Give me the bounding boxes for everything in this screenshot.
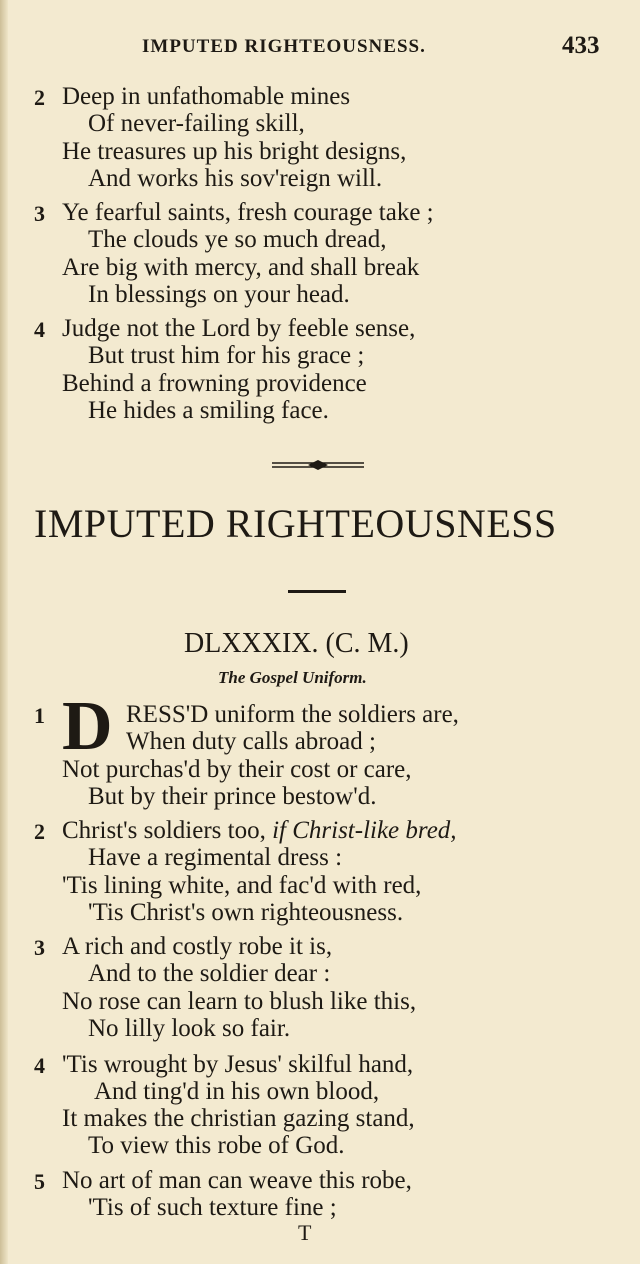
verse-line: Of never-failing skill,: [88, 110, 305, 137]
verse-line: 'Tis wrought by Jesus' skilful hand,: [62, 1051, 414, 1078]
verse-line: It makes the christian gazing stand,: [62, 1105, 415, 1132]
verse-line: He treasures up his bright designs,: [62, 138, 407, 165]
ornament-divider: [272, 458, 364, 472]
hymn-subtitle: The Gospel Uniform.: [218, 668, 367, 687]
verse-line: He hides a smiling face.: [88, 397, 329, 424]
verse-line: RESS'D uniform the soldiers are,: [126, 701, 459, 728]
stanza-number: 5: [34, 1169, 45, 1194]
section-title: IMPUTED RIGHTEOUSNESS: [34, 501, 557, 546]
verse-line: The clouds ye so much dread,: [88, 226, 387, 253]
stanza-number: 3: [34, 935, 45, 960]
stanza-number: 2: [34, 85, 45, 110]
verse-line: And to the soldier dear :: [88, 960, 331, 987]
drop-cap: D: [62, 688, 113, 765]
verse-line: Ye fearful saints, fresh courage take ;: [62, 199, 434, 226]
verse-line: Judge not the Lord by feeble sense,: [62, 315, 416, 342]
page-number: 433: [562, 32, 600, 59]
verse-line: But trust him for his grace ;: [88, 342, 365, 369]
verse-line: When duty calls abroad ;: [126, 728, 376, 755]
signature-mark: T: [298, 1220, 312, 1245]
stanza-number: 2: [34, 819, 45, 844]
verse-line: To view this robe of God.: [88, 1132, 345, 1159]
verse-text: Christ's soldiers too,: [62, 817, 266, 844]
verse-line: And ting'd in his own blood,: [94, 1078, 380, 1105]
verse-line: 'Tis of such texture fine ;: [88, 1194, 337, 1221]
divider-rule: [288, 590, 346, 593]
verse-line: A rich and costly robe it is,: [62, 933, 333, 960]
verse-line: Are big with mercy, and shall break: [62, 254, 420, 281]
stanza-number: 3: [34, 201, 45, 226]
verse-line: No art of man can weave this robe,: [62, 1167, 412, 1194]
verse-line: But by their prince bestow'd.: [88, 783, 377, 810]
verse-line: Not purchas'd by their cost or care,: [62, 756, 412, 783]
stanza-number: 4: [34, 317, 45, 342]
verse-line: Behind a frowning providence: [62, 370, 367, 397]
verse-line: No rose can learn to blush like this,: [62, 988, 417, 1015]
stanza-number: 4: [34, 1053, 45, 1078]
verse-line: 'Tis lining white, and fac'd with red,: [62, 872, 422, 899]
verse-line: Have a regimental dress :: [88, 844, 343, 871]
stanza-number: 1: [34, 703, 45, 728]
verse-line: In blessings on your head.: [88, 281, 350, 308]
verse-line: [62, 817, 457, 845]
verse-line: No lilly look so fair.: [88, 1015, 291, 1042]
running-head: IMPUTED RIGHTEOUSNESS.: [142, 36, 426, 57]
verse-line: 'Tis Christ's own righteousness.: [88, 899, 404, 926]
verse-line: And works his sov'reign will.: [88, 165, 383, 192]
verse-italic-text: if Christ-like bred,: [272, 817, 457, 844]
hymn-number: DLXXXIX. (C. M.): [184, 628, 409, 659]
verse-line: Deep in unfathomable mines: [62, 83, 351, 110]
page-spine: [0, 0, 8, 1264]
